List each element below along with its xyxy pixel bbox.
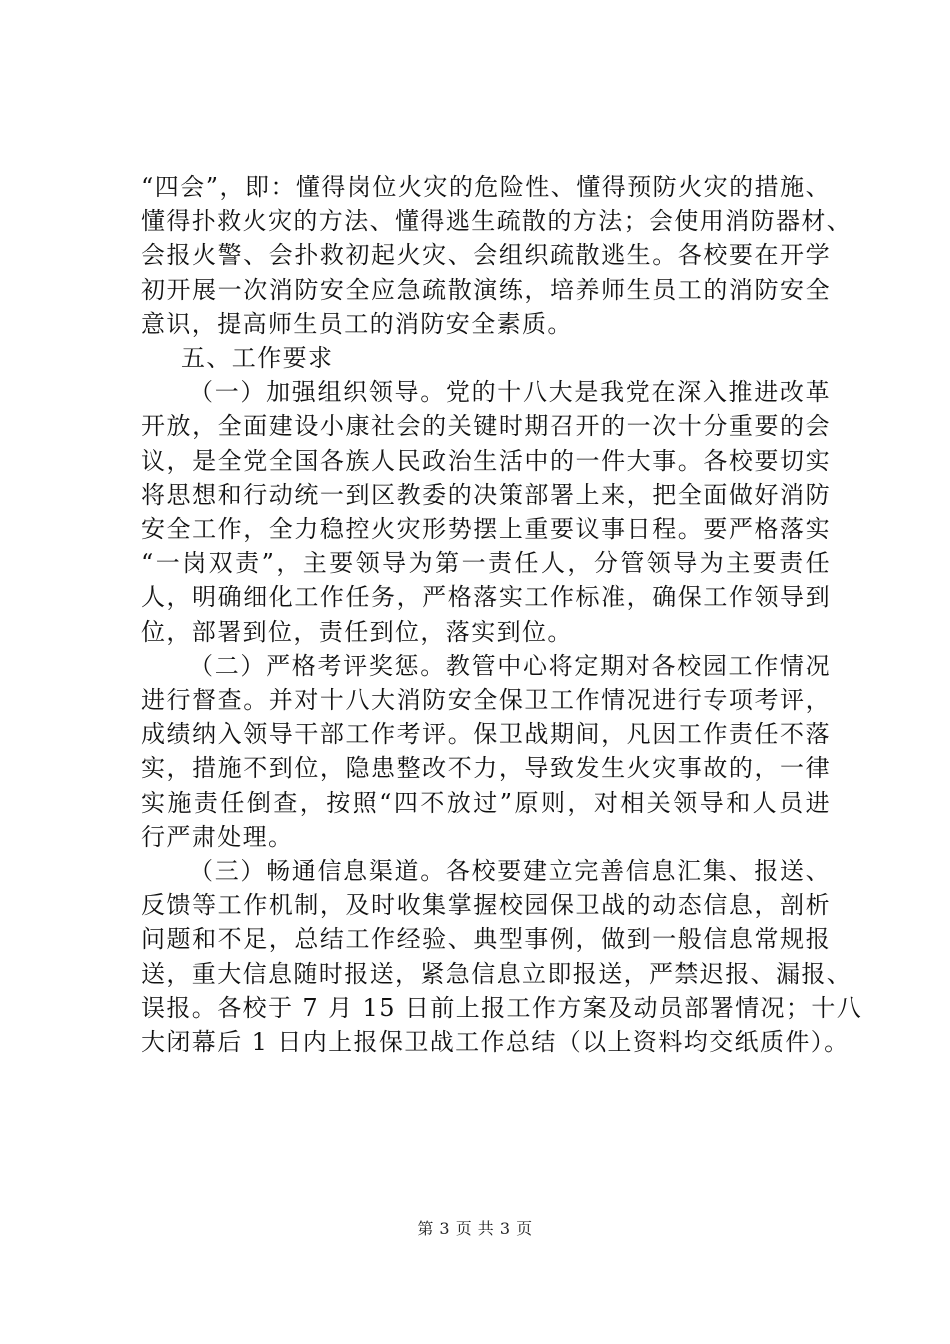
text-line: 行严肃处理。 — [141, 822, 294, 851]
text-line: 送，重大信息随时报送，紧急信息立即报送，严禁迟报、漏报、 — [141, 959, 853, 988]
text-line: 反馈等工作机制，及时收集掌握校园保卫战的动态信息，剖析 — [141, 891, 831, 920]
text-line: 意识，提高师生员工的消防安全素质。 — [141, 309, 573, 338]
paragraph-start: （二）严格考评奖惩。教管中心将定期对各校园工作情况 — [189, 651, 831, 680]
text-line: 人，明确细化工作任务，严格落实工作标准，确保工作领导到 — [141, 583, 831, 612]
text-line: 大闭幕后 1 日内上报保卫战工作总结（以上资料均交纸质件）。 — [141, 1028, 850, 1057]
text-line: 议，是全党全国各族人民政治生活中的一件大事。各校要切实 — [141, 446, 831, 475]
text-line: 将思想和行动统一到区教委的决策部署上来，把全面做好消防 — [141, 480, 831, 509]
paragraph-start: （一）加强组织领导。党的十八大是我党在深入推进改革 — [189, 378, 831, 407]
text-line: 位，部署到位，责任到位，落实到位。 — [141, 617, 573, 646]
section-heading: 五、工作要求 — [181, 344, 334, 373]
text-line: 会报火警、会扑救初起火灾、会组织疏散逃生。各校要在开学 — [141, 241, 831, 270]
text-line: 成绩纳入领导干部工作考评。保卫战期间，凡因工作责任不落 — [141, 720, 831, 749]
page-number-footer: 第 3 页 共 3 页 — [417, 1219, 533, 1238]
text-line: 实，措施不到位，隐患整改不力，导致发生火灾事故的，一律 — [141, 754, 831, 783]
text-line: 懂得扑救火灾的方法、懂得逃生疏散的方法；会使用消防器材、 — [141, 207, 853, 236]
paragraph-start: （三）畅通信息渠道。各校要建立完善信息汇集、报送、 — [189, 857, 831, 886]
text-line: “四会”，即：懂得岗位火灾的危险性、懂得预防火灾的措施、 — [141, 173, 831, 201]
document-body — [141, 170, 863, 1059]
text-line: 实施责任倒查，按照“四不放过”原则，对相关领导和人员进 — [141, 788, 831, 817]
text-line: 进行督查。并对十八大消防安全保卫工作情况进行专项考评， — [141, 686, 831, 715]
text-line: 初开展一次消防安全应急疏散演练，培养师生员工的消防安全 — [141, 275, 831, 304]
text-line: “一岗双责”，主要领导为第一责任人，分管领导为主要责任 — [141, 549, 831, 578]
text-line: 安全工作，全力稳控火灾形势摆上重要议事日程。要严格落实 — [141, 515, 831, 544]
text-line: 误报。各校于 7 月 15 日前上报工作方案及动员部署情况；十八 — [141, 993, 863, 1022]
text-line: 开放，全面建设小康社会的关键时期召开的一次十分重要的会 — [141, 412, 831, 441]
text-line: 问题和不足，总结工作经验、典型事例，做到一般信息常规报 — [141, 925, 831, 954]
